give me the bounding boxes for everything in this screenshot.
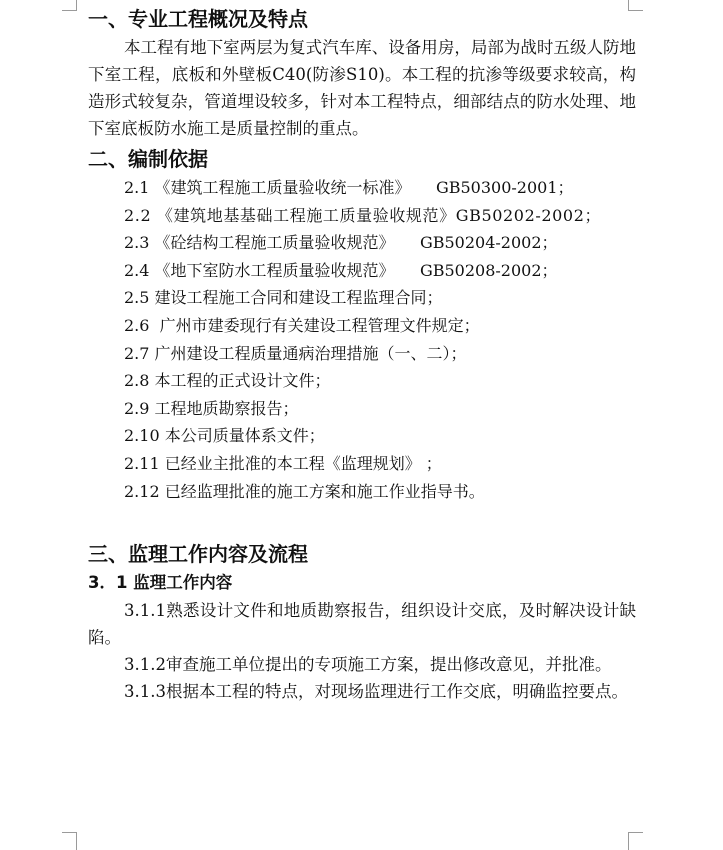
reference-item-2-12: 2.12 已经监理批准的施工方案和施工作业指导书。 bbox=[124, 481, 485, 501]
section-3-heading: 三、监理工作内容及流程 bbox=[88, 542, 308, 567]
reference-item-2-11: 2.11 已经业主批准的本工程《监理规划》 ； bbox=[124, 453, 442, 473]
reference-item-2-4: 2.4 《地下室防水工程质量验收规范》 GB50208-2002； bbox=[124, 260, 558, 280]
section-2-heading: 二、编制依据 bbox=[88, 147, 208, 171]
crop-mark-bottom-right bbox=[628, 832, 643, 850]
reference-item-2-10: 2.10 本公司质量体系文件； bbox=[124, 426, 325, 446]
reference-item-2-2: 2.2 《建筑地基基础工程施工质量验收规范》GB50202-2002； bbox=[124, 205, 602, 225]
document-body bbox=[88, 4, 636, 705]
reference-item-2-3: 2.3 《砼结构工程施工质量验收规范》 GB50204-2002； bbox=[124, 233, 558, 253]
section-1-paragraph: 本工程有地下室两层为复式汽车库、设备用房，局部为战时五级人防地下室工程，底板和外壁板C40(防渗S10)。本工程的抗渗等级要求较高，构造形式较复杂，管道埋设较多，针对本工程特点，细部结点的防水处理、地下室底板防水施工是质量控制的重点。 bbox=[88, 38, 636, 138]
reference-item-2-8: 2.8 本工程的正式设计文件； bbox=[124, 371, 331, 391]
section-1-heading: 一、专业工程概况及特点 bbox=[88, 7, 308, 31]
reference-item-2-1: 2.1 《建筑工程施工质量验收统一标准》 GB50300-2001； bbox=[124, 178, 574, 197]
reference-item-2-6: 2.6 广州市建委现行有关建设工程管理文件规定； bbox=[124, 315, 480, 335]
reference-item-2-5: 2.5 建设工程施工合同和建设工程监理合同； bbox=[124, 288, 443, 308]
crop-mark-bottom-left bbox=[62, 832, 77, 850]
work-item-3-1-2: 3.1.2审查施工单位提出的专项施工方案，提出修改意见，并批准。 bbox=[124, 655, 612, 675]
crop-mark-top-left bbox=[62, 0, 77, 11]
section-3-1-subheading: 3．1 监理工作内容 bbox=[88, 573, 233, 593]
reference-item-2-9: 2.9 工程地质勘察报告； bbox=[124, 398, 299, 418]
reference-item-2-7: 2.7 广州建设工程质量通病治理措施（一、二）； bbox=[124, 343, 467, 363]
work-item-3-1-3: 3.1.3根据本工程的特点，对现场监理进行工作交底，明确监控要点。 bbox=[124, 682, 628, 702]
work-item-3-1-1: 3.1.1熟悉设计文件和地质勘察报告，组织设计交底，及时解决设计缺陷。 bbox=[88, 601, 636, 648]
